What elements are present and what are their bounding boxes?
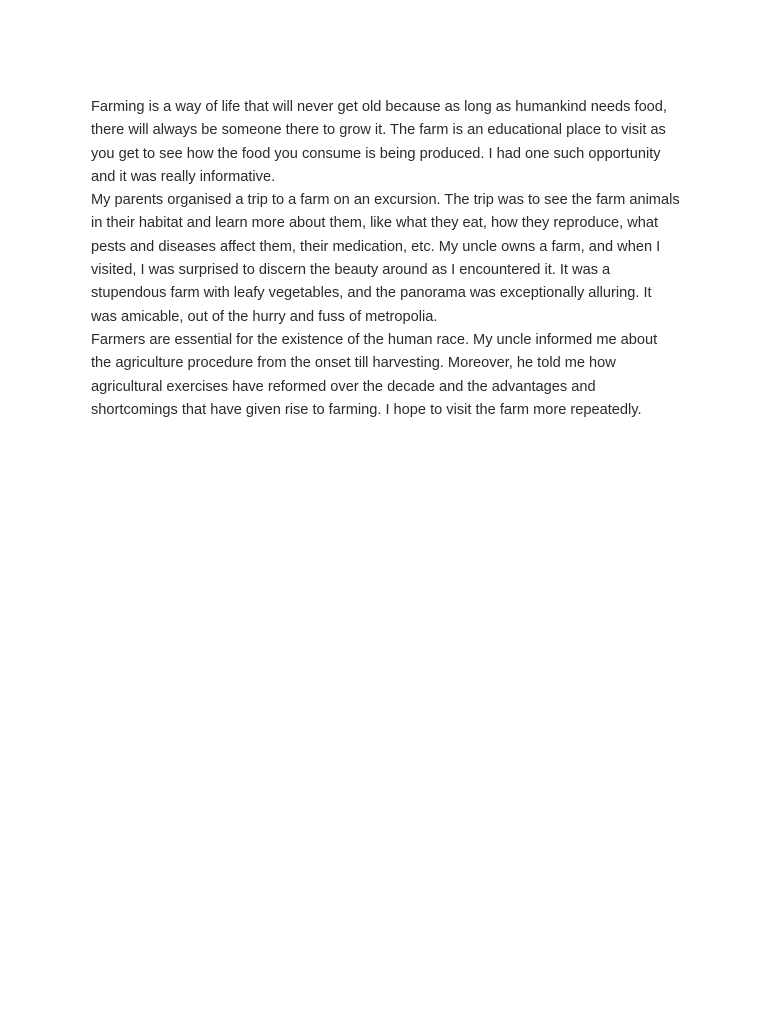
paragraph-2: My parents organised a trip to a farm on an excursion. The trip was to see the farm animals in their habitat and learn more about them, like what they eat, how they reproduce, what pests and diseases affect them, their medication, etc. My uncle owns a farm, and when I visited, I was surprised to discern the beauty around as I encountered it. It was a stupendous farm with leafy vegetables, and the panorama was exceptionally alluring. It was amicable, out of the hurry and fuss of metropolia. [91, 192, 680, 325]
paragraph-1: Farming is a way of life that will never get old because as long as humankind needs food, there will always be someone there to grow it. The farm is an educational place to visit as you get to see how the food you consume is being produced. I had one such opportunity and it was really informative. [91, 99, 667, 185]
document-body [91, 96, 681, 422]
paragraph-3: Farmers are essential for the existence of the human race. My uncle informed me about the agriculture procedure from the onset till harvesting. Moreover, he told me how agricultural exercises have reformed over the decade and the advantages and shortcomings that have given rise to farming. I hope to visit the farm more repeatedly. [91, 331, 658, 418]
